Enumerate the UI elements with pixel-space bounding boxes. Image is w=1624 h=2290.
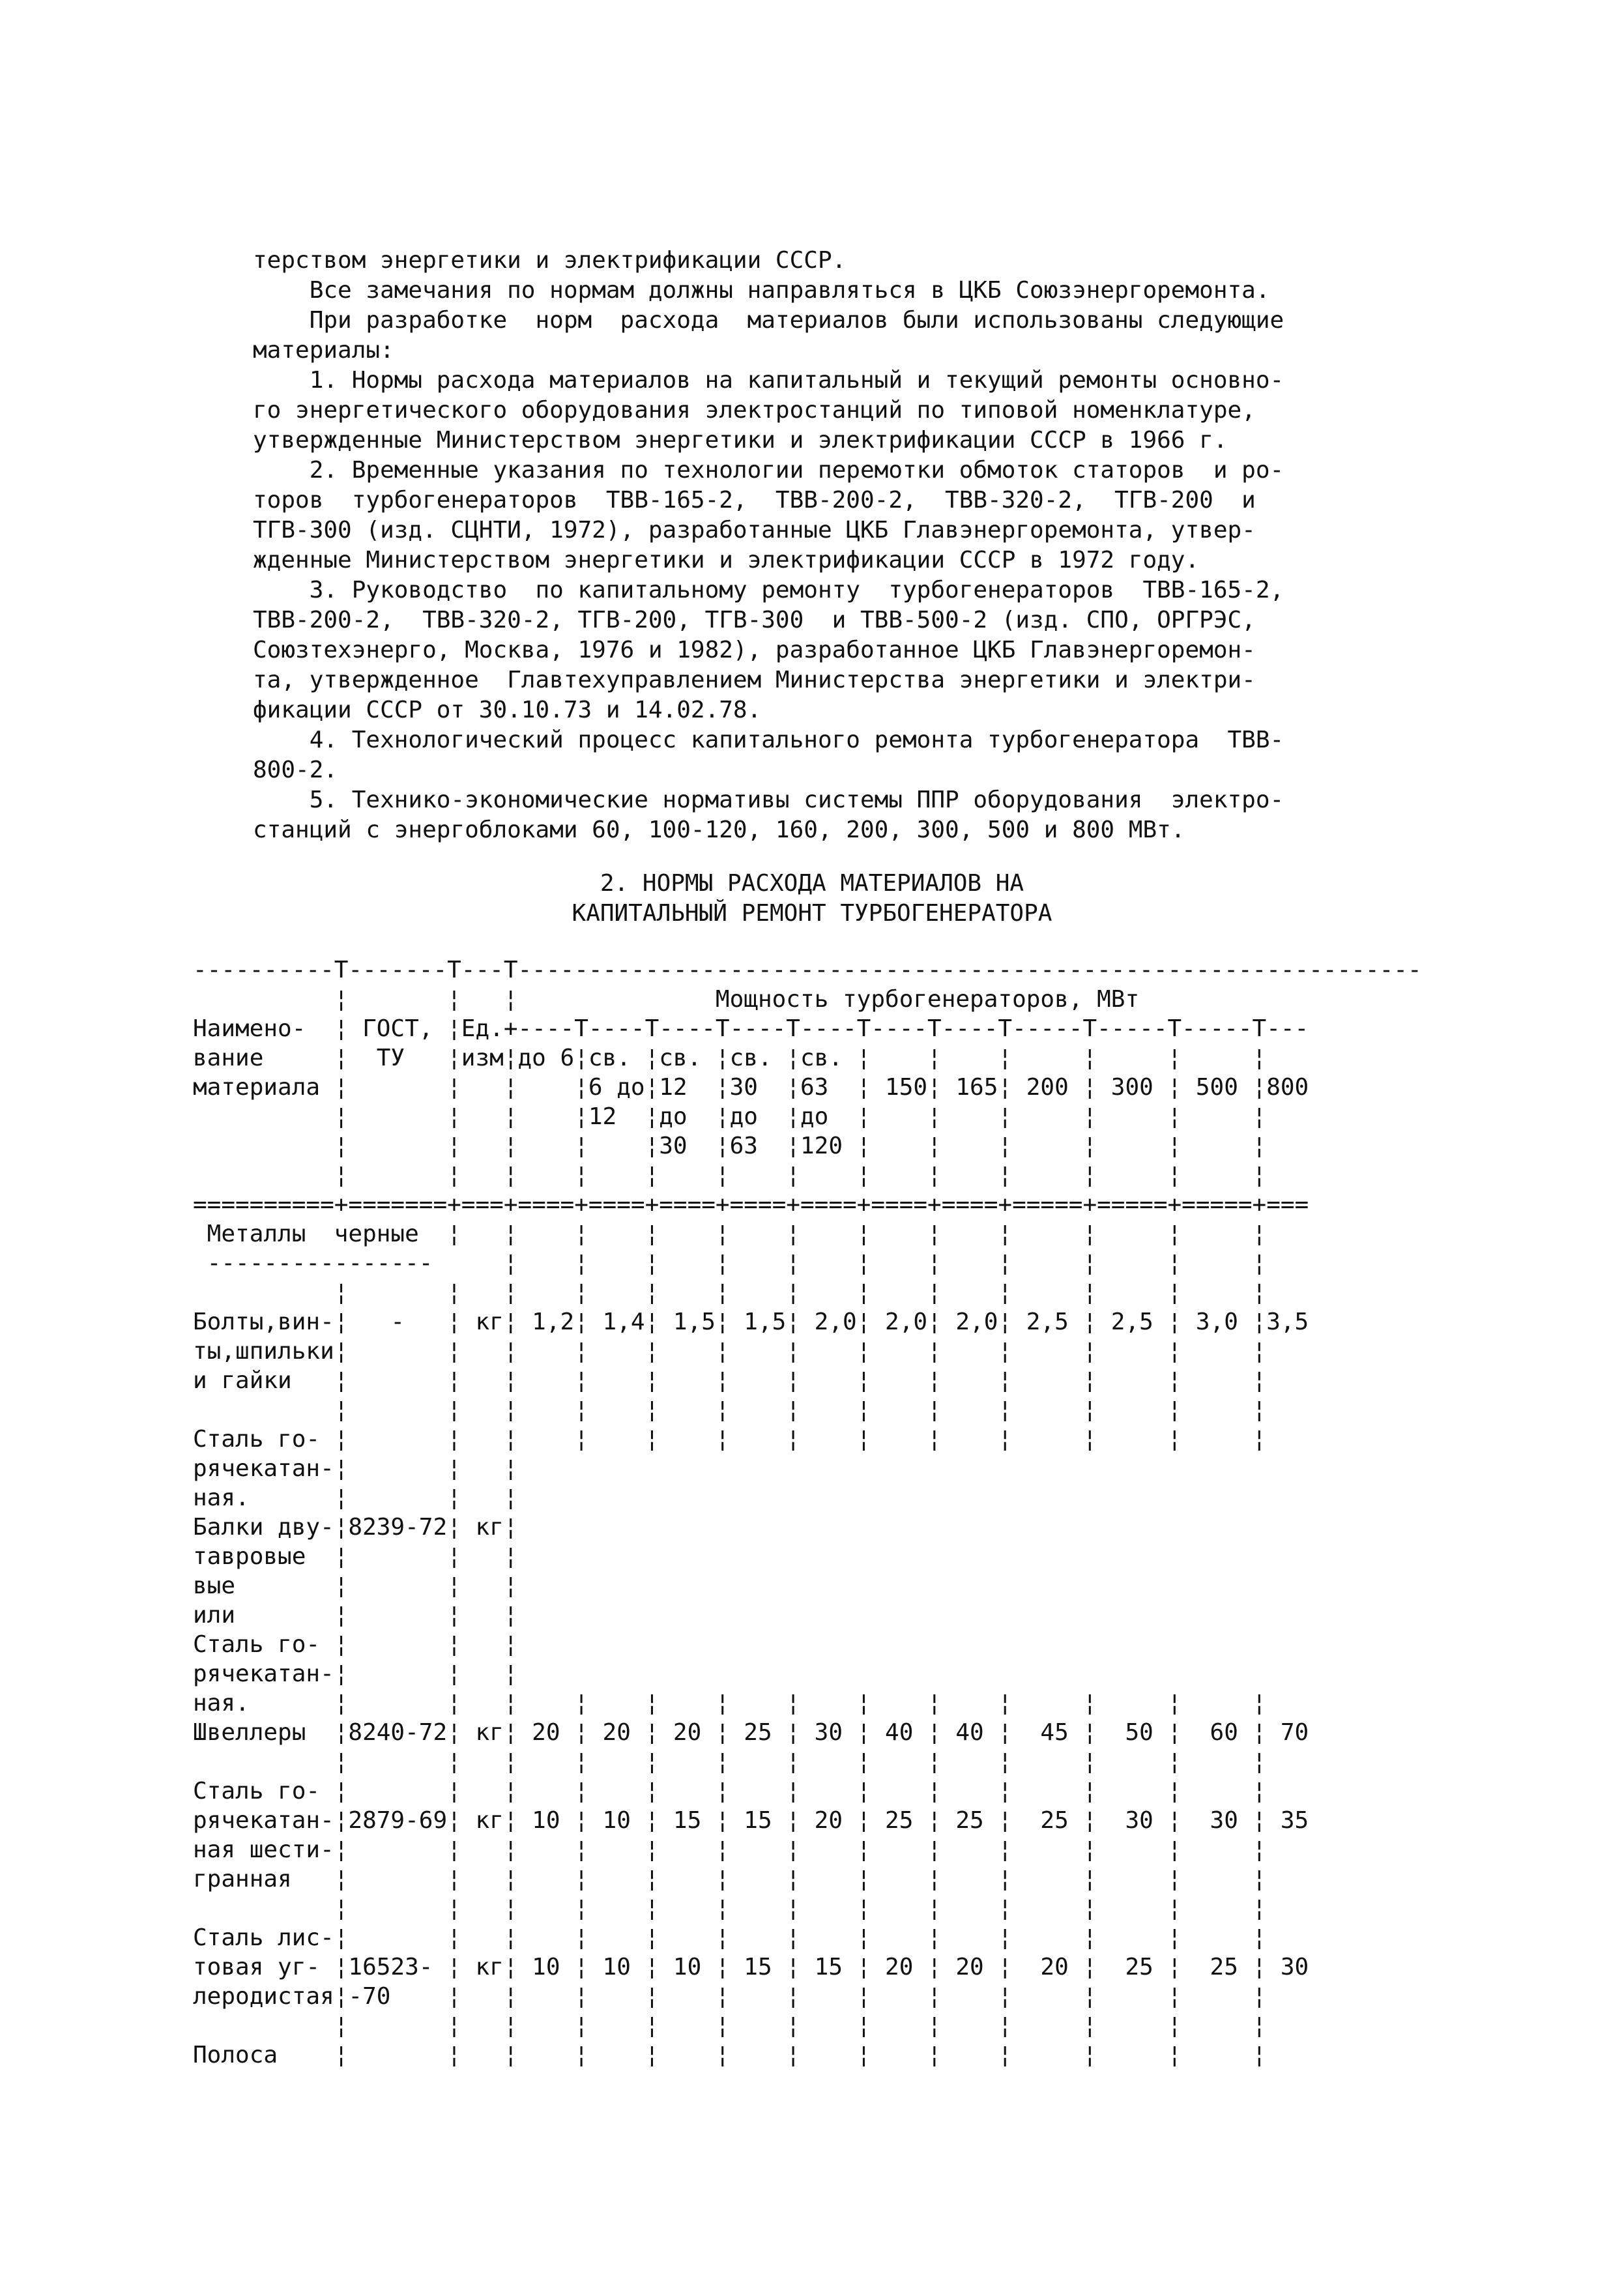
table-row: Балки дву-¦8239-72¦ кг¦ <box>193 1514 518 1541</box>
table-row: ¦ ¦ ¦ ¦12 ¦до ¦до ¦до ¦ ¦ ¦ ¦ ¦ ¦ <box>193 1103 1267 1130</box>
intro-line: го энергетического оборудования электростанций по типовой номенклатуре, <box>253 397 1256 424</box>
intro-line: 800-2. <box>253 757 338 783</box>
table-row: или ¦ ¦ ¦ <box>193 1602 518 1629</box>
table-row: материала ¦ ¦ ¦ ¦6 до¦12 ¦30 ¦63 ¦ 150¦ 165¦ 200 ¦ 300 ¦ 500 ¦800 <box>193 1074 1309 1101</box>
table-row: рячекатан-¦ ¦ ¦ <box>193 1660 518 1687</box>
table-row: и гайки ¦ ¦ ¦ ¦ ¦ ¦ ¦ ¦ ¦ ¦ ¦ ¦ ¦ <box>193 1367 1267 1394</box>
table-row: ¦ ¦ ¦ ¦ ¦ ¦ ¦ ¦ ¦ ¦ ¦ ¦ ¦ <box>193 1162 1267 1189</box>
intro-line: 4. Технологический процесс капитального ремонта турбогенератора ТВВ- <box>253 727 1284 753</box>
section-title-line1: 2. НОРМЫ РАСХОДА МАТЕРИАЛОВ НА <box>600 870 1024 897</box>
table-row: Металлы черные ¦ ¦ ¦ ¦ ¦ ¦ ¦ ¦ ¦ ¦ ¦ ¦ <box>193 1221 1267 1247</box>
table-row: ная. ¦ ¦ ¦ ¦ ¦ ¦ ¦ ¦ ¦ ¦ ¦ ¦ ¦ <box>193 1690 1267 1717</box>
table-row: ¦ ¦ ¦ ¦ ¦30 ¦63 ¦120 ¦ ¦ ¦ ¦ ¦ ¦ <box>193 1133 1267 1159</box>
table-row: Болты,вин-¦ - ¦ кг¦ 1,2¦ 1,4¦ 1,5¦ 1,5¦ 2,0¦ 2,0¦ 2,0¦ 2,5 ¦ 2,5 ¦ 3,0 ¦3,5 <box>193 1309 1309 1335</box>
table-row: Сталь го- ¦ ¦ ¦ <box>193 1631 518 1658</box>
table-row: ты,шпильки¦ ¦ ¦ ¦ ¦ ¦ ¦ ¦ ¦ ¦ ¦ ¦ ¦ <box>193 1338 1267 1365</box>
table-row: ¦ ¦ ¦ Мощность турбогенераторов, МВт <box>193 986 1140 1013</box>
table-row: ----------T-------T---T---------------------------------------------------------------- <box>193 957 1422 983</box>
table-row: ¦ ¦ ¦ ¦ ¦ ¦ ¦ ¦ ¦ ¦ ¦ ¦ ¦ <box>193 2012 1267 2039</box>
table-row: рячекатан-¦ ¦ ¦ <box>193 1455 518 1482</box>
table-row: рячекатан-¦2879-69¦ кг¦ 10 ¦ 10 ¦ 15 ¦ 15 ¦ 20 ¦ 25 ¦ 25 ¦ 25 ¦ 30 ¦ 30 ¦ 35 <box>193 1807 1309 1834</box>
table-row: тавровые ¦ ¦ ¦ <box>193 1543 518 1570</box>
table-row: ная. ¦ ¦ ¦ <box>193 1485 518 1511</box>
table-row: товая уг- ¦16523- ¦ кг¦ 10 ¦ 10 ¦ 10 ¦ 15 ¦ 15 ¦ 20 ¦ 20 ¦ 20 ¦ 25 ¦ 25 ¦ 30 <box>193 1954 1309 1980</box>
table-row: вание ¦ ТУ ¦изм¦до 6¦св. ¦св. ¦св. ¦св. ¦ ¦ ¦ ¦ ¦ ¦ <box>193 1045 1267 1071</box>
intro-line: фикации СССР от 30.10.73 и 14.02.78. <box>253 697 762 723</box>
table-row: гранная ¦ ¦ ¦ ¦ ¦ ¦ ¦ ¦ ¦ ¦ ¦ ¦ ¦ <box>193 1866 1267 1892</box>
table-row: ---------------- ¦ ¦ ¦ ¦ ¦ ¦ ¦ ¦ ¦ ¦ ¦ <box>193 1250 1267 1277</box>
intro-line: ТВВ-200-2, ТВВ-320-2, ТГВ-200, ТГВ-300 и ТВВ-500-2 (изд. СПО, ОРГРЭС, <box>253 607 1256 633</box>
intro-line: 2. Временные указания по технологии перемотки обмоток статоров и ро- <box>253 457 1284 484</box>
table-row: леродистая¦-70 ¦ ¦ ¦ ¦ ¦ ¦ ¦ ¦ ¦ ¦ ¦ ¦ <box>193 1983 1267 2010</box>
table-row: Швеллеры ¦8240-72¦ кг¦ 20 ¦ 20 ¦ 20 ¦ 25 ¦ 30 ¦ 40 ¦ 40 ¦ 45 ¦ 50 ¦ 60 ¦ 70 <box>193 1719 1309 1746</box>
table-row: ¦ ¦ ¦ ¦ ¦ ¦ ¦ ¦ ¦ ¦ ¦ ¦ ¦ <box>193 1397 1267 1423</box>
intro-line: Все замечания по нормам должны направляться в ЦКБ Союзэнергоремонта. <box>253 277 1270 304</box>
table-row: Сталь го- ¦ ¦ ¦ ¦ ¦ ¦ ¦ ¦ ¦ ¦ ¦ ¦ ¦ <box>193 1426 1267 1453</box>
intro-line: ТГВ-300 (изд. СЦНТИ, 1972), разработанные ЦКБ Главэнергоремонта, утвер- <box>253 517 1256 544</box>
section-title-line2: КАПИТАЛЬНЫЙ РЕМОНТ ТУРБОГЕНЕРАТОРА <box>572 900 1052 927</box>
intro-line: материалы: <box>253 337 394 364</box>
intro-line: терством энергетики и электрификации СССР. <box>253 247 847 274</box>
table-row: ¦ ¦ ¦ ¦ ¦ ¦ ¦ ¦ ¦ ¦ ¦ ¦ ¦ <box>193 1895 1267 1922</box>
table-row: вые ¦ ¦ ¦ <box>193 1573 518 1599</box>
table-row: ¦ ¦ ¦ ¦ ¦ ¦ ¦ ¦ ¦ ¦ ¦ ¦ ¦ <box>193 1279 1267 1306</box>
table-row: Наимено- ¦ ГОСТ, ¦Ед.+----T----T----T----T----T----T----T-----T-----T-----T--- <box>193 1015 1309 1042</box>
intro-line: 3. Руководство по капитальному ремонту турбогенераторов ТВВ-165-2, <box>253 577 1284 603</box>
table-row: ная шести-¦ ¦ ¦ ¦ ¦ ¦ ¦ ¦ ¦ ¦ ¦ ¦ ¦ <box>193 1836 1267 1863</box>
intro-line: та, утвержденное Главтехуправлением Министерства энергетики и электри- <box>253 667 1256 693</box>
intro-line: Союзтехэнерго, Москва, 1976 и 1982), разработанное ЦКБ Главэнергоремон- <box>253 637 1256 663</box>
intro-line: 5. Технико-экономические нормативы системы ППР оборудования электро- <box>253 787 1284 813</box>
table-row: ==========+=======+===+====+====+====+====+====+====+====+=====+=====+=====+=== <box>193 1191 1309 1218</box>
intro-line: 1. Нормы расхода материалов на капитальный и текущий ремонты основно- <box>253 367 1284 394</box>
intro-line: станций с энергоблоками 60, 100-120, 160, 200, 300, 500 и 800 МВт. <box>253 817 1185 843</box>
intro-line: жденные Министерством энергетики и электрификации СССР в 1972 году. <box>253 547 1200 573</box>
intro-line: утвержденные Министерством энергетики и электрификации СССР в 1966 г. <box>253 427 1228 454</box>
table-row: Полоса ¦ ¦ ¦ ¦ ¦ ¦ ¦ ¦ ¦ ¦ ¦ ¦ ¦ <box>193 2042 1267 2068</box>
table-row: Сталь лис-¦ ¦ ¦ ¦ ¦ ¦ ¦ ¦ ¦ ¦ ¦ ¦ ¦ <box>193 1924 1267 1951</box>
intro-line: торов турбогенераторов ТВВ-165-2, ТВВ-200-2, ТВВ-320-2, ТГВ-200 и <box>253 487 1256 514</box>
table-row: Сталь го- ¦ ¦ ¦ ¦ ¦ ¦ ¦ ¦ ¦ ¦ ¦ ¦ ¦ <box>193 1778 1267 1804</box>
intro-line: При разработке норм расхода материалов были использованы следующие <box>253 307 1284 334</box>
table-row: ¦ ¦ ¦ ¦ ¦ ¦ ¦ ¦ ¦ ¦ ¦ ¦ ¦ <box>193 1748 1267 1775</box>
